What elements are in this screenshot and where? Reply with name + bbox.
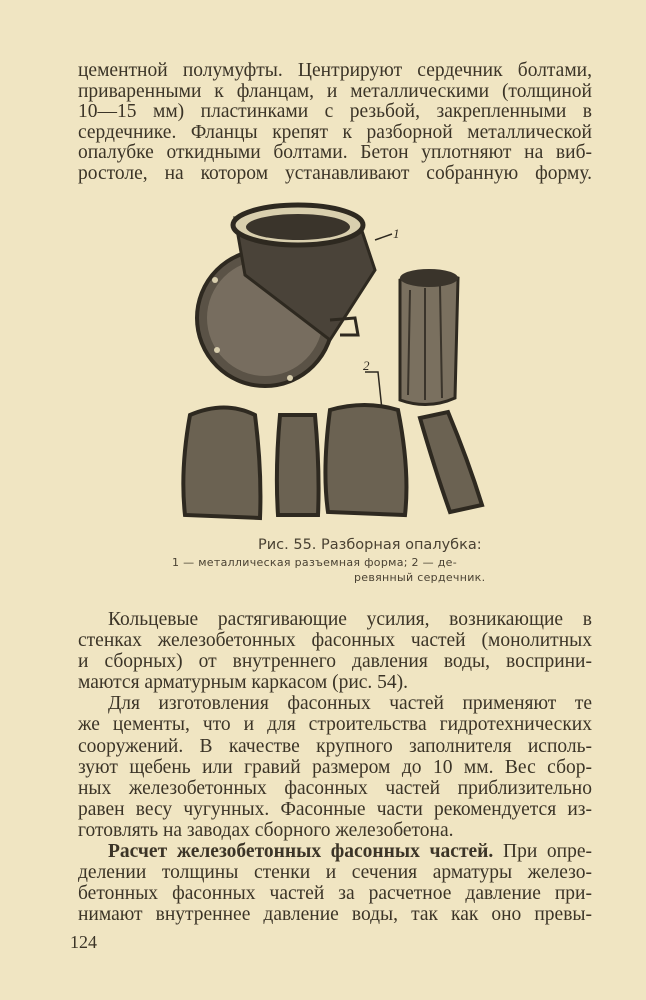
- top-paragraph: [78, 61, 592, 185]
- page-number: 124: [70, 932, 97, 952]
- text-line: маются арматурным каркасом (рис. 54).: [78, 672, 409, 694]
- wooden-core: [400, 269, 458, 405]
- text-line: ростоле, на котором устанавливают собранную форму.: [78, 162, 592, 184]
- text-line: Кольцевые растягивающие усилия, возникающие в: [108, 609, 592, 630]
- core-segments: [183, 405, 482, 518]
- text-line: опалубке откидными болтами. Бетон уплотняют на виб-: [78, 142, 592, 164]
- formwork-illustration: [170, 200, 500, 530]
- text-line: равен весу чугунных. Фасонные части рекомендуется из-: [78, 798, 592, 820]
- text-line: сердечнике. Фланцы крепят к разборной металлической: [78, 121, 592, 143]
- text-line: делении толщины стенки и сечения арматуры железо-: [78, 862, 592, 884]
- figure-caption-title: Рис. 55. Разборная опалубка:: [258, 537, 482, 553]
- text-line: нимают внутреннее давление воды, так как оно превы-: [78, 904, 592, 926]
- leader-line-1: [375, 234, 392, 240]
- text-line: стенках железобетонных фасонных частей (монолитных: [78, 630, 592, 652]
- text-line: готовлять на заводах сборного железобетона.: [78, 819, 454, 841]
- text-line: сооружений. В качестве крупного заполнителя исполь-: [78, 735, 592, 757]
- section-heading: Расчет железобетонных фасонных частей.: [108, 841, 494, 863]
- text-line: приваренными к фланцам, и металлическими (толщиной: [78, 80, 592, 102]
- text-span: При опре-: [502, 841, 593, 863]
- label-1: 1: [393, 226, 400, 241]
- text-line: зуют щебень или гравий размером до 10 мм. Вес сбор-: [78, 756, 592, 778]
- text-line: 10—15 мм) пластинками с резьбой, закрепленными в: [78, 101, 592, 123]
- figure-caption-line: ревянный сердечник.: [354, 571, 486, 584]
- body-text: [78, 609, 592, 925]
- text-line: [78, 841, 592, 862]
- text-line: бетонных фасонных частей за расчетное давление при-: [78, 883, 592, 905]
- label-2: 2: [363, 358, 370, 373]
- text-line: Для изготовления фасонных частей применяют те: [108, 693, 592, 715]
- text-line: и сборных) от внутреннего давления воды, восприни-: [78, 651, 592, 673]
- text-line: цементной полумуфты. Центрируют сердечник болтами,: [78, 60, 592, 81]
- text-line: ных железобетонных фасонных частей приблизительно: [78, 777, 592, 799]
- metal-split-form: [197, 205, 375, 386]
- text-line: же цементы, что и для строительства гидротехнических: [78, 714, 592, 736]
- figure-caption-line: 1 — металлическая разъемная форма; 2 — де-: [172, 556, 457, 569]
